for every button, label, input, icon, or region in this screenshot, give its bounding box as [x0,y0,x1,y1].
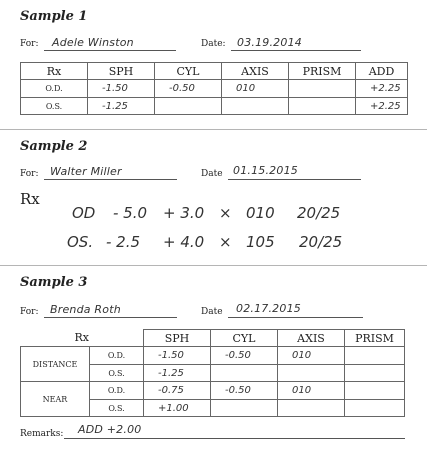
sample1-date-line [231,50,361,51]
sph-value: -1.50 [88,80,155,98]
eye-label: O.D. [90,347,144,365]
sample2-date-line [228,179,361,180]
sample1-for-label: For: [20,39,39,49]
remarks-line [64,438,405,439]
add-value: +2.25 [356,80,408,98]
sample2-date: 01.15.2015 [233,164,298,177]
eye-label: OS. [67,233,94,251]
sample3-title: Sample 3 [20,275,88,290]
cyl-header: CYL [211,330,278,347]
axis-header: AXIS [278,330,345,347]
sample2-date-label: Date [201,169,223,179]
cyl-value [211,400,278,417]
sample3-date-line [228,317,363,318]
eye-label: O.S. [90,365,144,382]
axis-value [278,365,345,382]
axis-value: 010 [222,80,289,98]
axis-header: AXIS [222,63,289,80]
sph-value: -1.25 [144,365,211,382]
sph-value: -1.25 [88,98,155,115]
cyl-value [155,98,222,115]
table-row [21,382,405,400]
remarks-value: ADD +2.00 [78,423,142,436]
sample1-date-label: Date: [201,39,226,49]
sample1-title: Sample 1 [20,9,88,24]
sample1-patient: Adele Winston [52,36,134,49]
sph-value: - 5.0 [113,204,148,222]
axis-value: 010 [246,204,275,222]
sample3-patient-line [44,317,177,318]
eye-label: O.S. [90,400,144,417]
table-row [21,80,408,98]
prism-value [289,98,356,115]
rx-header: Rx [21,330,144,347]
axis-value: 105 [246,233,275,251]
sph-value: - 2.5 [106,233,141,251]
axis-value [222,98,289,115]
prism-value [345,365,405,382]
sample2-rx-label: Rx [20,190,40,208]
prism-value [345,400,405,417]
eye-label: OD [72,204,96,222]
axis-value [278,400,345,417]
cyl-value [211,365,278,382]
sample1-rx-table [20,62,408,115]
sample2-for-label: For: [20,169,39,179]
rx-header: Rx [21,63,88,80]
sample2-patient: Walter Miller [50,165,122,178]
add-value: +2.25 [356,98,408,115]
prism-value [289,80,356,98]
eye-label: O.D. [90,382,144,400]
sample2-patient-line [44,179,177,180]
table-row [21,98,408,115]
cyl-value: -0.50 [211,382,278,400]
cyl-header: CYL [155,63,222,80]
sph-header: SPH [144,330,211,347]
eye-label: O.S. [21,98,88,115]
sample2-title: Sample 2 [20,139,88,154]
sph-value: -1.50 [144,347,211,365]
times-symbol: × [219,233,232,251]
sample3-rx-table [20,329,405,417]
acuity-value: 20/25 [297,204,341,222]
section-divider [0,129,427,130]
sample3-patient: Brenda Roth [50,303,121,316]
near-label: NEAR [21,382,90,417]
times-symbol: × [219,204,232,222]
axis-value: 010 [278,382,345,400]
distance-label: DISTANCE [21,347,90,382]
prism-header: PRISM [289,63,356,80]
axis-value: 010 [278,347,345,365]
eye-label: O.D. [21,80,88,98]
add-header: ADD [356,63,408,80]
cyl-value: -0.50 [211,347,278,365]
table-row [21,347,405,365]
sample3-for-label: For: [20,307,39,317]
cyl-value: + 3.0 [163,204,205,222]
section-divider [0,265,427,266]
sample1-patient-line [44,50,176,51]
cyl-value: + 4.0 [163,233,205,251]
prism-value [345,382,405,400]
prism-header: PRISM [345,330,405,347]
remarks-label: Remarks: [20,429,64,439]
sph-header: SPH [88,63,155,80]
sph-value: +1.00 [144,400,211,417]
sample3-date-label: Date [201,307,223,317]
sample1-date: 03.19.2014 [237,36,302,49]
acuity-value: 20/25 [299,233,343,251]
cyl-value: -0.50 [155,80,222,98]
prism-value [345,347,405,365]
sph-value: -0.75 [144,382,211,400]
sample3-date: 02.17.2015 [236,302,301,315]
